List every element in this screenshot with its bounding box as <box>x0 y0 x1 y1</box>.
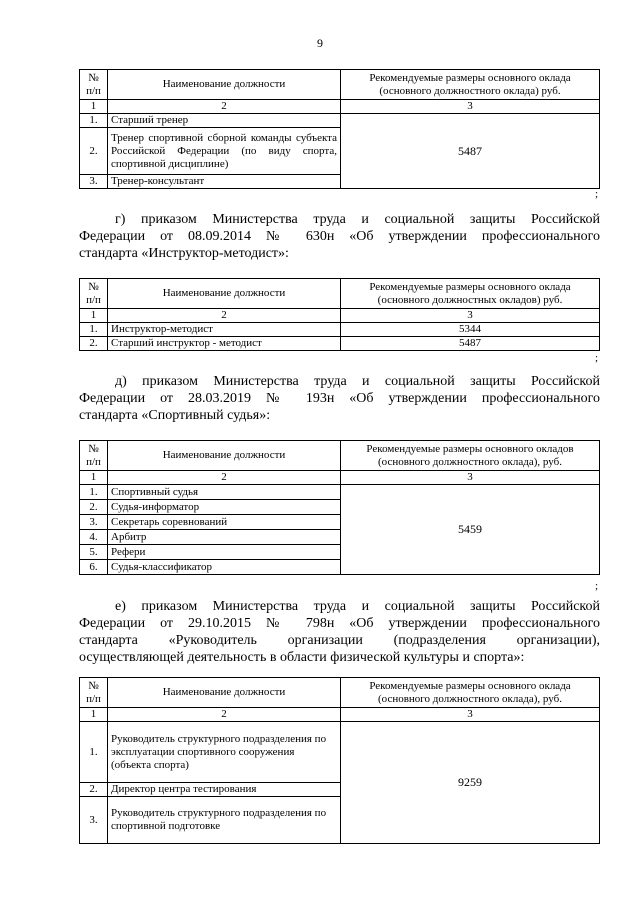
salary-table-instructors <box>79 278 600 351</box>
header-num: № п/п <box>80 279 108 309</box>
row-num: 3. <box>80 175 108 189</box>
table-row <box>80 114 600 128</box>
row-name: Старший тренер <box>108 114 341 128</box>
row-name: Секретарь соревнований <box>108 515 341 530</box>
page-number: 9 <box>317 36 323 50</box>
row-name: Арбитр <box>108 530 341 545</box>
header-num: № п/п <box>80 678 108 708</box>
index-cell: 2 <box>108 471 341 485</box>
header-name: Наименование должности <box>108 279 341 309</box>
row-num: 1. <box>80 722 108 783</box>
index-cell: 1 <box>80 309 108 323</box>
row-num: 2. <box>80 128 108 175</box>
row-num: 2. <box>80 337 108 351</box>
header-name: Наименование должности <box>108 70 341 100</box>
salary-table-trainers <box>79 69 600 189</box>
index-cell: 2 <box>108 309 341 323</box>
paragraph-line: д) приказом Министерства труда и социальной защиты Российской <box>115 374 600 389</box>
row-name: Руководитель структурного подразделения по эксплуатации спортивного сооружения (объекта спорта) <box>108 722 341 783</box>
paragraph-line: Федерации от 08.09.2014 № 630н «Об утверждении профессионального <box>79 229 600 244</box>
row-num: 1. <box>80 323 108 337</box>
index-cell: 3 <box>341 309 600 323</box>
paragraph-line: е) приказом Министерства труда и социальной защиты Российской <box>115 599 600 614</box>
index-cell: 3 <box>341 471 600 485</box>
table-header-row <box>80 678 600 708</box>
index-cell: 2 <box>108 100 341 114</box>
paragraph-e <box>79 598 600 666</box>
header-salary: Рекомендуемые размеры основного окладов (основного должностного оклада), руб. <box>341 441 600 471</box>
index-cell: 1 <box>80 708 108 722</box>
paragraph-d <box>79 373 600 424</box>
paragraph-line: Федерации от 29.10.2015 № 798н «Об утверждении профессионального <box>79 616 600 631</box>
row-name: Тренер спортивной сборной команды субъекта Российской Федерации (по виду спорта, спортивной дисциплине) <box>108 128 341 175</box>
row-name: Руководитель структурного подразделения по спортивной подготовке <box>108 797 341 844</box>
row-value: 5487 <box>341 337 600 351</box>
table-row <box>80 485 600 500</box>
row-num: 3. <box>80 515 108 530</box>
paragraph-line: осуществляющей деятельность в области физической культуры и спорта»: <box>79 650 525 665</box>
header-num: № п/п <box>80 70 108 100</box>
header-salary: Рекомендуемые размеры основного оклада (основного должностного оклада) руб. <box>341 70 600 100</box>
table-header-row <box>80 279 600 309</box>
index-cell: 3 <box>341 708 600 722</box>
paragraph-line: г) приказом Министерства труда и социальной защиты Российской <box>115 212 600 227</box>
paragraph-line: стандарта «Инструктор-методист»: <box>79 246 289 261</box>
row-name: Рефери <box>108 545 341 560</box>
header-name: Наименование должности <box>108 441 341 471</box>
index-cell: 1 <box>80 100 108 114</box>
table-row <box>80 323 600 337</box>
header-num: № п/п <box>80 441 108 471</box>
row-num: 5. <box>80 545 108 560</box>
table-row <box>80 337 600 351</box>
row-num: 3. <box>80 797 108 844</box>
row-name: Судья-информатор <box>108 500 341 515</box>
row-num: 1. <box>80 114 108 128</box>
row-num: 2. <box>80 783 108 797</box>
header-salary: Рекомендуемые размеры основного оклада (основного должностных окладов) руб. <box>341 279 600 309</box>
row-name: Инструктор-методист <box>108 323 341 337</box>
row-num: 2. <box>80 500 108 515</box>
salary-table-judges <box>79 440 600 575</box>
paragraph-line: Федерации от 28.03.2019 № 193н «Об утверждении профессионального <box>79 391 600 406</box>
row-value: 5459 <box>341 485 600 575</box>
index-cell: 2 <box>108 708 341 722</box>
row-num: 4. <box>80 530 108 545</box>
index-cell: 1 <box>80 471 108 485</box>
table-row <box>80 722 600 783</box>
row-name: Старший инструктор - методист <box>108 337 341 351</box>
row-name: Тренер-консультант <box>108 175 341 189</box>
index-row <box>80 100 600 114</box>
paragraph-g <box>79 211 600 262</box>
row-num: 6. <box>80 560 108 575</box>
index-row <box>80 471 600 485</box>
paragraph-line: стандарта «Спортивный судья»: <box>79 408 271 423</box>
paragraph-line: стандарта «Руководитель организации (подразделения организации), <box>79 633 600 648</box>
semicolon: ; <box>594 352 598 364</box>
row-name: Спортивный судья <box>108 485 341 500</box>
index-cell: 3 <box>341 100 600 114</box>
header-name: Наименование должности <box>108 678 341 708</box>
salary-table-managers <box>79 677 600 844</box>
index-row <box>80 309 600 323</box>
header-salary: Рекомендуемые размеры основного оклада (основного должностного оклада), руб. <box>341 678 600 708</box>
row-value: 5487 <box>341 114 600 189</box>
row-value: 5344 <box>341 323 600 337</box>
row-name: Директор центра тестирования <box>108 783 341 797</box>
row-value: 9259 <box>341 722 600 844</box>
semicolon: ; <box>594 580 598 592</box>
row-name: Судья-классификатор <box>108 560 341 575</box>
table-header-row <box>80 70 600 100</box>
index-row <box>80 708 600 722</box>
table-header-row <box>80 441 600 471</box>
row-num: 1. <box>80 485 108 500</box>
semicolon: ; <box>594 188 598 200</box>
